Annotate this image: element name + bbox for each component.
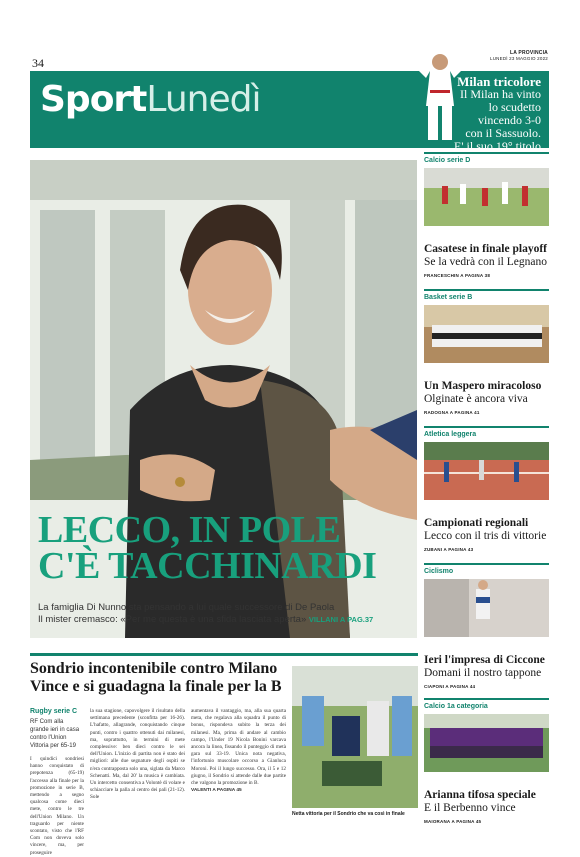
- milan-promo-line: vincendo 3-0: [478, 113, 541, 127]
- brief-photo-cycling: [424, 579, 549, 637]
- rugby-article-column-3: [191, 708, 286, 794]
- brief-headline: Ieri l'impresa di Ciccone: [424, 654, 545, 666]
- brief-item: [424, 152, 549, 278]
- brief-headline: Arianna tifosa speciale: [424, 789, 536, 801]
- hero-headline-line: C'È TACCHINARDI: [38, 545, 377, 587]
- rugby-headline: [30, 660, 290, 696]
- hero-headline: [38, 509, 377, 587]
- brief-subhead: Olginate è ancora viva: [424, 393, 528, 405]
- hero-story: [30, 160, 417, 638]
- brief-category: Ciclismo: [424, 563, 549, 575]
- brief-item: [424, 563, 549, 689]
- hero-subheadline-line: La famiglia Di Nunno sta pensando a lui quale successore di De Paola: [38, 602, 335, 613]
- brief-category: Atletica leggera: [424, 426, 549, 438]
- brief-category: Basket serie B: [424, 289, 549, 301]
- section-title-sport: Sport: [40, 79, 147, 120]
- rugby-headline-line: Vince e si guadagna la finale per la B: [30, 678, 282, 695]
- rugby-summary: RF Com alla grande ieri in casa contro l'Union Vittoria per 65-19: [30, 719, 80, 749]
- brief-subhead: E il Berbenno vince: [424, 802, 516, 814]
- milan-promo-line: lo scudetto: [488, 100, 541, 114]
- brief-subhead: Domani il nostro tappone: [424, 667, 542, 679]
- brief-page-reference[interactable]: RADOGNA A PAGINA 41: [424, 410, 480, 415]
- brief-category: Calcio serie D: [424, 152, 549, 164]
- publication-name: LA PROVINCIA: [509, 50, 548, 56]
- brief-subhead: Lecco con il tris di vittorie: [424, 530, 547, 542]
- brief-category: Calcio 1a categoria: [424, 698, 549, 710]
- milan-promo-title: Milan tricolore: [457, 74, 541, 89]
- hero-page-reference[interactable]: VILLANI A PAG.37: [308, 615, 374, 624]
- milan-promo-line: E' il suo 19° titolo: [454, 139, 541, 153]
- rugby-article-column-1: I quindici sondriesi hanno conquistato di prepotenza (65-19) l'accesso alla finale per la promozione in serie B, mettendo a segno qualcosa come dieci mete, contro le tre dell'Union Milano. Un traguardo per niente scontato, visto che l'RF Com non doveva solo vincere, ma, per proseguire: [30, 756, 84, 856]
- brief-subhead: Se la vedrà con il Legnano: [424, 256, 547, 268]
- brief-page-reference[interactable]: ZUBANI A PAGINA 43: [424, 547, 474, 552]
- section-banner: [30, 71, 549, 153]
- brief-photo-team: [424, 714, 549, 772]
- rugby-article-column-2: la sua stagione, capovolgere il risultato della settimana precedente (sconfitta per 16-26). L'hafatto, allagrande, conquistando cinque punti, contro i quattro ottenuti dai milanesi, ma, soprattutto, in termini di mete complessive: ben dieci contro le sei dell'Union. L'inizio di partita non è stato dei migliori: alle due segnature degli ospiti se n'era contrapposta solo una, siglata da Marco Schenatti. Ma, dal 20' la musica è cambiata. Un intercetto consentiva a Volontè di volare e schiacciare la palla al centro dei pali (21-12). Sole: [90, 708, 185, 801]
- publication-date: LUNEDÌ 23 MAGGIO 2022: [490, 56, 548, 61]
- section-divider: [30, 653, 418, 656]
- brief-photo-basket: [424, 305, 549, 363]
- rugby-photo-caption: Netta vittoria per il Sondrio che va così in finale: [292, 811, 405, 817]
- hero-subheadline-line: Il mister cremasco: «Per me questa è una sfida lasciata aperta»: [38, 614, 307, 625]
- brief-item: [424, 289, 549, 415]
- rugby-page-reference[interactable]: VALENTI A PAGINA 45: [191, 788, 242, 794]
- section-title: [40, 79, 260, 120]
- milan-promo-line: con il Sassuolo.: [465, 126, 541, 140]
- brief-item: [424, 426, 549, 552]
- masthead: [490, 50, 548, 62]
- brief-photo-athletics: [424, 442, 549, 500]
- brief-headline: Casatese in finale playoff: [424, 243, 547, 255]
- brief-page-reference[interactable]: CIAPONI A PAGINA 44: [424, 684, 476, 689]
- rugby-category: Rugby serie C: [30, 708, 78, 715]
- milan-promo: [454, 75, 541, 153]
- hero-subheadline: [38, 602, 373, 626]
- rugby-article-column-3-text: aumentava il vantaggio, ma, alla sua quarta meta, che regalava alla squadra il punto di bonus, rispondeva subito la terza dei milanesi. Ma, prima di andare al cambio campo, l'Under 19 Nicola Bonini varcava ancora la linea, fissando il punteggio di metà gara sul 33-19. Unica nota negativa, l'infortunio muscolare occorso a Gianluca Moroni. Poi il lungo successo. Ora, il 5 e 12 giugno, il Sondrio si attende dalle due partite che valgono la promozione in B.: [191, 708, 286, 787]
- brief-photo-soccer: [424, 168, 549, 226]
- rugby-headline-line: Sondrio incontenibile contro Milano: [30, 660, 278, 677]
- brief-headline: Un Maspero miracoloso: [424, 380, 542, 392]
- brief-page-reference[interactable]: FRANCESCHIN A PAGINA 38: [424, 273, 491, 278]
- rugby-photo: [292, 666, 418, 808]
- page-number: 34: [32, 56, 44, 70]
- milan-promo-line: Il Milan ha vinto: [460, 87, 541, 101]
- brief-page-reference[interactable]: MAIORANA A PAGINA 45: [424, 819, 482, 824]
- brief-headline: Campionati regionali: [424, 517, 529, 529]
- section-title-lunedi: Lunedì: [146, 79, 261, 120]
- hero-headline-line: LECCO, IN POLE: [38, 509, 341, 551]
- brief-item: [424, 698, 549, 824]
